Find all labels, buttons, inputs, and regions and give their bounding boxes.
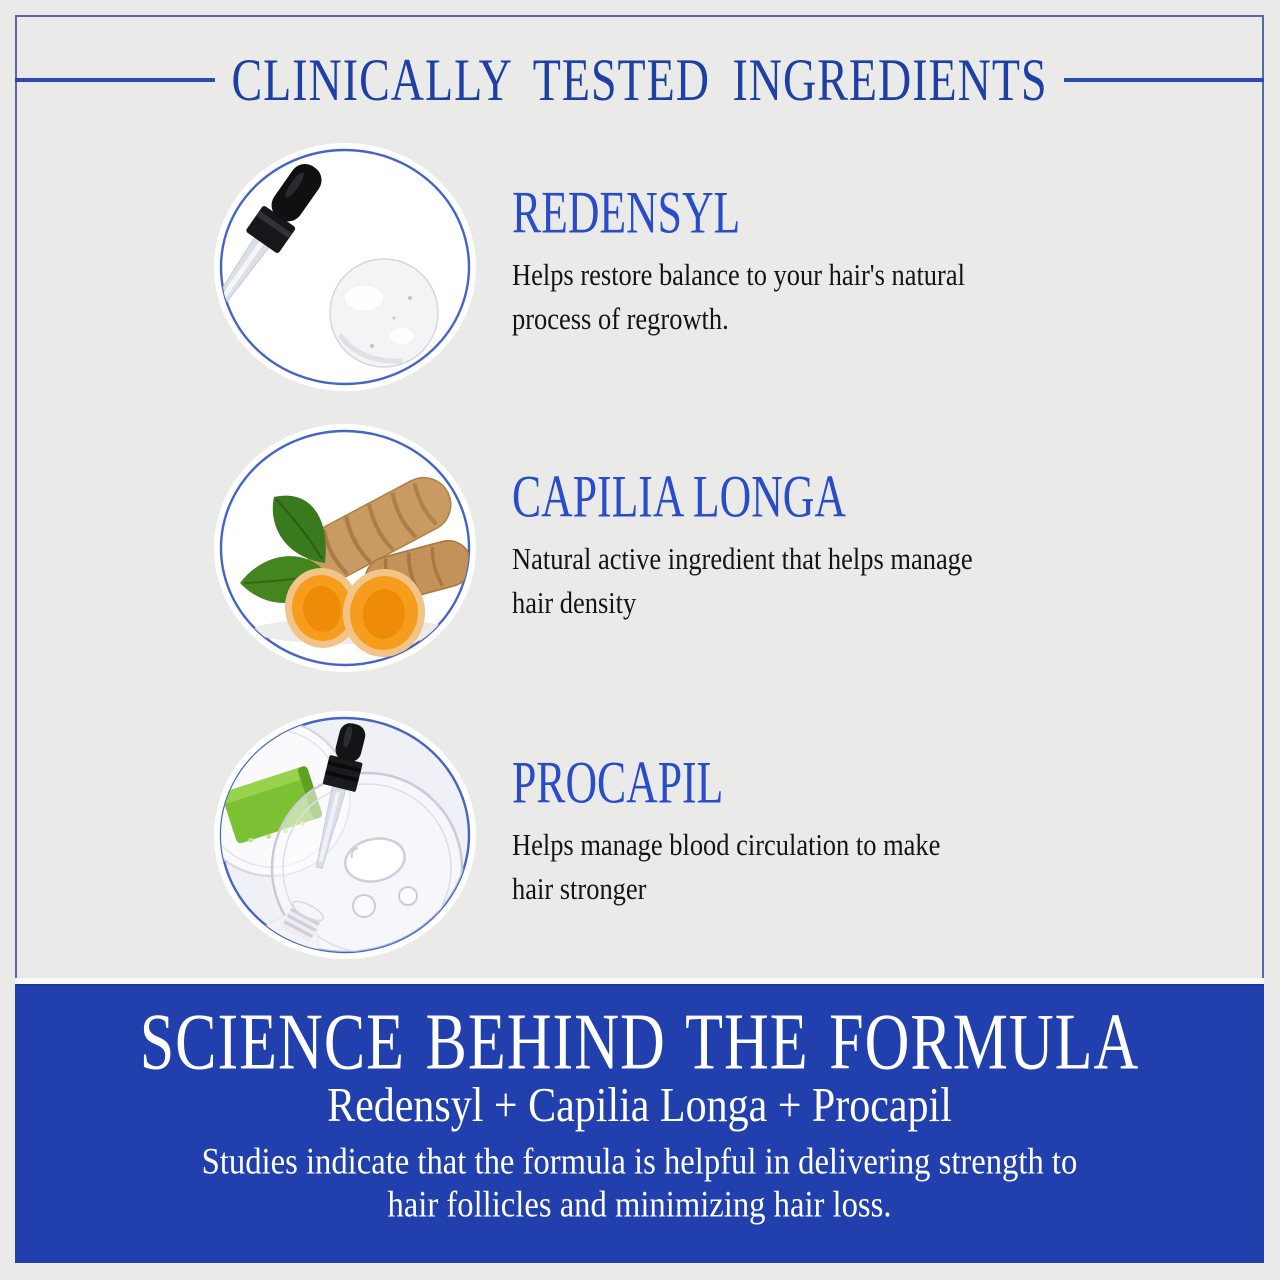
redensyl-description-line-1: Helps restore balance to your hair's natural (512, 257, 965, 293)
page-title: CLINICALLY TESTED INGREDIENTS (231, 45, 1048, 113)
capilia-longa-description (512, 537, 973, 624)
formula-banner-body-line-2: hair follicles and minimizing hair loss. (387, 1185, 892, 1226)
capilia-longa-description-line-2: hair density (512, 585, 637, 620)
header-rule-left (15, 78, 215, 82)
procapil-heading: PROCAPIL (512, 750, 724, 817)
turmeric-illustration (212, 421, 478, 675)
formula-banner-body (40, 1141, 1239, 1227)
header-rule-right (1064, 78, 1264, 82)
aloe-petri-dropper-illustration (212, 708, 478, 962)
procapil-description-line-2: hair stronger (512, 871, 647, 906)
procapil-section (512, 750, 949, 906)
capilia-longa-section (512, 464, 982, 620)
capilia-longa-heading: CAPILIA LONGA (512, 464, 846, 531)
procapil-image-circle (212, 708, 478, 962)
formula-banner-title: SCIENCE BEHIND THE FORMULA (139, 998, 1140, 1087)
redensyl-image-circle (212, 140, 478, 394)
dropper-serum-illustration (212, 140, 478, 394)
formula-banner (15, 984, 1264, 1263)
redensyl-section (512, 180, 974, 336)
formula-banner-subtitle: Redensyl + Capilia Longa + Procapil (327, 1079, 952, 1133)
redensyl-heading: REDENSYL (512, 180, 741, 247)
procapil-description (512, 823, 940, 910)
formula-banner-body-line-1: Studies indicate that the formula is helpful in delivering strength to (201, 1142, 1078, 1183)
capilia-longa-image-circle (212, 421, 478, 675)
redensyl-description-line-2: process of regrowth. (512, 301, 729, 336)
header (15, 45, 1264, 113)
procapil-description-line-1: Helps manage blood circulation to make (512, 827, 941, 863)
capilia-longa-description-line-1: Natural active ingredient that helps manage (512, 541, 973, 577)
redensyl-description (512, 253, 965, 340)
